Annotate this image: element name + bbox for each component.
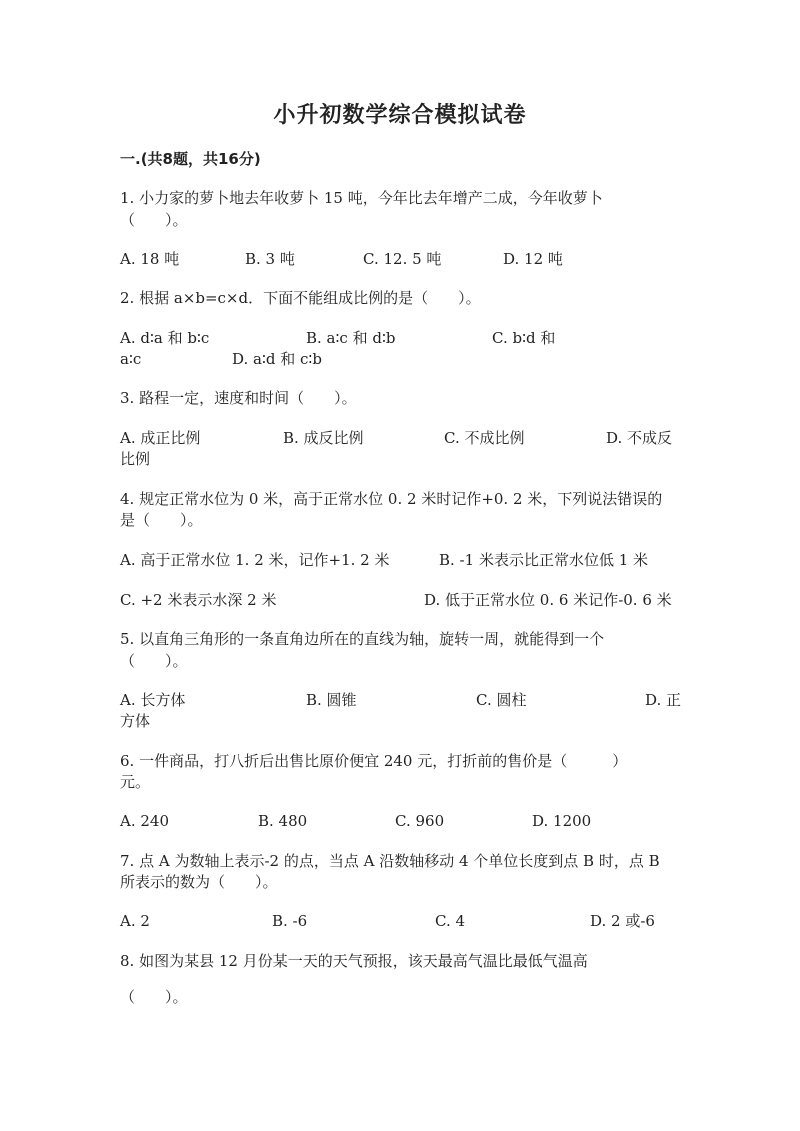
question-1-option-a[interactable]: A. 18 吨	[120, 250, 180, 268]
question-6-option-b[interactable]: B. 480	[258, 812, 308, 830]
question-7-option-d[interactable]: D. 2 或-6	[590, 912, 655, 930]
question-5-option-b[interactable]: B. 圆锥	[306, 691, 357, 709]
question-5-option-c[interactable]: C. 圆柱	[476, 691, 527, 709]
question-6-option-c[interactable]: C. 960	[395, 812, 445, 830]
question-2-option-d[interactable]: D. a∶d 和 c∶b	[232, 350, 322, 368]
question-7-option-b[interactable]: B. -6	[272, 912, 308, 930]
question-7-option-c[interactable]: C. 4	[435, 912, 466, 930]
question-3-option-a[interactable]: A. 成正比例	[120, 429, 201, 447]
question-2-option-a[interactable]: A. d∶a 和 b∶c	[120, 329, 210, 347]
question-4-stem-line-1: 4. 规定正常水位为 0 米，高于正常水位 0. 2 米时记作+0. 2 米，下列说法错误的	[120, 490, 663, 508]
question-5-option-d[interactable]: D. 正	[645, 691, 682, 709]
question-1-option-d[interactable]: D. 12 吨	[503, 250, 563, 268]
question-1-stem-line-1: 1. 小力家的萝卜地去年收萝卜 15 吨，今年比去年增产二成，今年收萝卜	[120, 189, 603, 207]
question-8-stem-line-1: 8. 如图为某县 12 月份某一天的天气预报，该天最高气温比最低气温高	[120, 952, 588, 970]
page-title: 小升初数学综合模拟试卷	[273, 103, 527, 128]
question-6-stem-line-2: 元。	[120, 773, 151, 791]
question-1-option-c[interactable]: C. 12. 5 吨	[363, 250, 442, 268]
question-4-option-d[interactable]: D. 低于正常水位 0. 6 米记作-0. 6 米	[424, 591, 672, 609]
question-7-option-a[interactable]: A. 2	[120, 912, 150, 930]
question-2-option-b[interactable]: B. a∶c 和 d∶b	[306, 329, 396, 347]
question-7-stem-line-1: 7. 点 A 为数轴上表示-2 的点，当点 A 沿数轴移动 4 个单位长度到点 B 时，点 B	[120, 852, 660, 870]
question-7-stem-line-2: 所表示的数为（ ）。	[120, 873, 278, 891]
question-4-option-b[interactable]: B. -1 米表示比正常水位低 1 米	[439, 551, 649, 569]
question-1-option-b[interactable]: B. 3 吨	[245, 250, 295, 268]
question-6-stem-line-1: 6. 一件商品，打八折后出售比原价便宜 240 元，打折前的售价是（ ）	[120, 752, 628, 770]
question-3-option-b[interactable]: B. 成反比例	[283, 429, 364, 447]
question-3-option-d[interactable]: D. 不成反	[606, 429, 673, 447]
question-3-option-c[interactable]: C. 不成比例	[444, 429, 525, 447]
question-3-option-d-continued[interactable]: 比例	[120, 450, 151, 468]
question-5-option-d-continued[interactable]: 方体	[120, 712, 151, 730]
question-3-stem-line-1: 3. 路程一定，速度和时间（ ）。	[120, 389, 357, 407]
question-8-stem-line-2: （ ）。	[120, 988, 188, 1006]
question-5-option-a[interactable]: A. 长方体	[120, 691, 186, 709]
question-2-option-c[interactable]: C. b∶d 和	[492, 329, 556, 347]
question-2-stem-line-1: 2. 根据 a×b=c×d．下面不能组成比例的是（ ）。	[120, 289, 481, 307]
question-4-option-a[interactable]: A. 高于正常水位 1. 2 米，记作+1. 2 米	[120, 551, 390, 569]
question-4-stem-line-2: 是（ ）。	[120, 511, 203, 529]
section-heading: 一.(共8题，共16分)	[120, 150, 261, 168]
question-1-stem-line-2: （ ）。	[120, 211, 188, 229]
question-5-stem-line-2: （ ）。	[120, 652, 188, 670]
question-5-stem-line-1: 5. 以直角三角形的一条直角边所在的直线为轴，旋转一周，就能得到一个	[120, 630, 605, 648]
question-6-option-d[interactable]: D. 1200	[532, 812, 592, 830]
question-2-option-c-continued[interactable]: a∶c	[120, 350, 142, 368]
question-6-option-a[interactable]: A. 240	[120, 812, 169, 830]
question-4-option-c[interactable]: C. +2 米表示水深 2 米	[120, 591, 277, 609]
